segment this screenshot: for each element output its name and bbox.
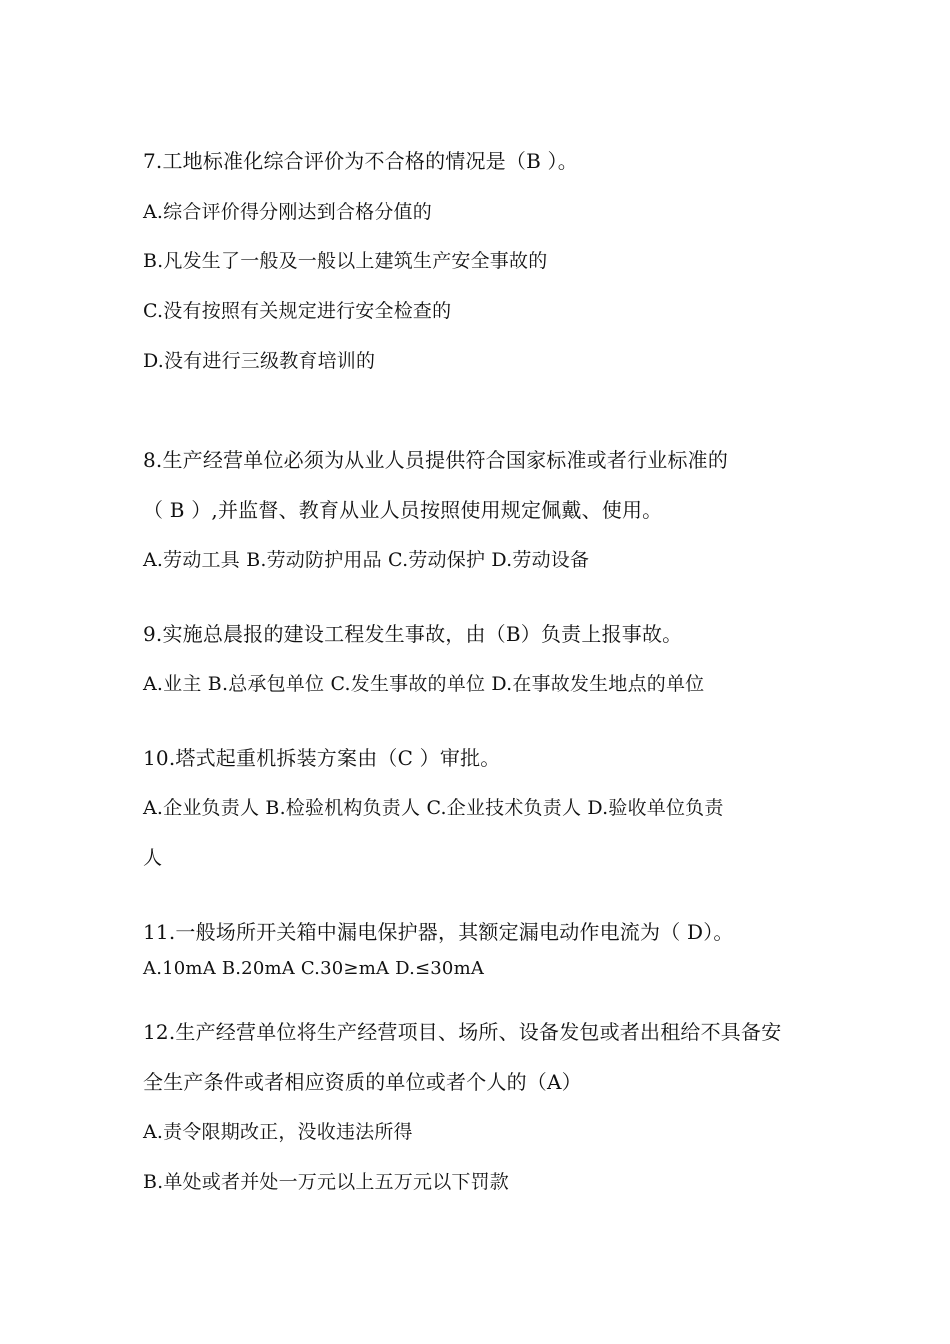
question-stem: 12.生产经营单位将生产经营项目、场所、设备发包或者出租给不具备安 <box>143 1020 782 1044</box>
question-stem: 7.工地标准化综合评价为不合格的情况是（B ）。 <box>143 149 578 173</box>
options-line: A.10mA B.20mA C.30≥mA D.≤30mA <box>143 958 485 979</box>
option-b: B.凡发生了一般及一般以上建筑生产安全事故的 <box>143 250 548 272</box>
question-stem-continued: （ B ）,并监督、教育从业人员按照使用规定佩戴、使用。 <box>143 498 663 522</box>
question-stem: 11.一般场所开关箱中漏电保护器，其额定漏电动作电流为（ D）。 <box>143 920 734 944</box>
options-line-continued: 人 <box>143 847 163 869</box>
question-stem: 9.实施总晨报的建设工程发生事故，由（B）负责上报事故。 <box>143 622 683 646</box>
option-a: A.综合评价得分刚达到合格分值的 <box>143 201 432 223</box>
option-b: B.单处或者并处一万元以上五万元以下罚款 <box>143 1171 510 1193</box>
question-stem-continued: 全生产条件或者相应资质的单位或者个人的（A） <box>143 1070 582 1094</box>
options-line: A.劳动工具 B.劳动防护用品 C.劳动保护 D.劳动设备 <box>143 549 590 571</box>
options-line: A.业主 B.总承包单位 C.发生事故的单位 D.在事故发生地点的单位 <box>143 673 705 695</box>
option-d: D.没有进行三级教育培训的 <box>143 350 376 372</box>
option-a: A.责令限期改正，没收违法所得 <box>143 1121 413 1143</box>
option-c: C.没有按照有关规定进行安全检查的 <box>143 300 452 322</box>
question-stem: 8.生产经营单位必须为从业人员提供符合国家标准或者行业标准的 <box>143 448 729 472</box>
options-line: A.企业负责人 B.检验机构负责人 C.企业技术负责人 D.验收单位负责 <box>143 797 724 819</box>
question-stem: 10.塔式起重机拆装方案由（C ）审批。 <box>143 746 501 770</box>
